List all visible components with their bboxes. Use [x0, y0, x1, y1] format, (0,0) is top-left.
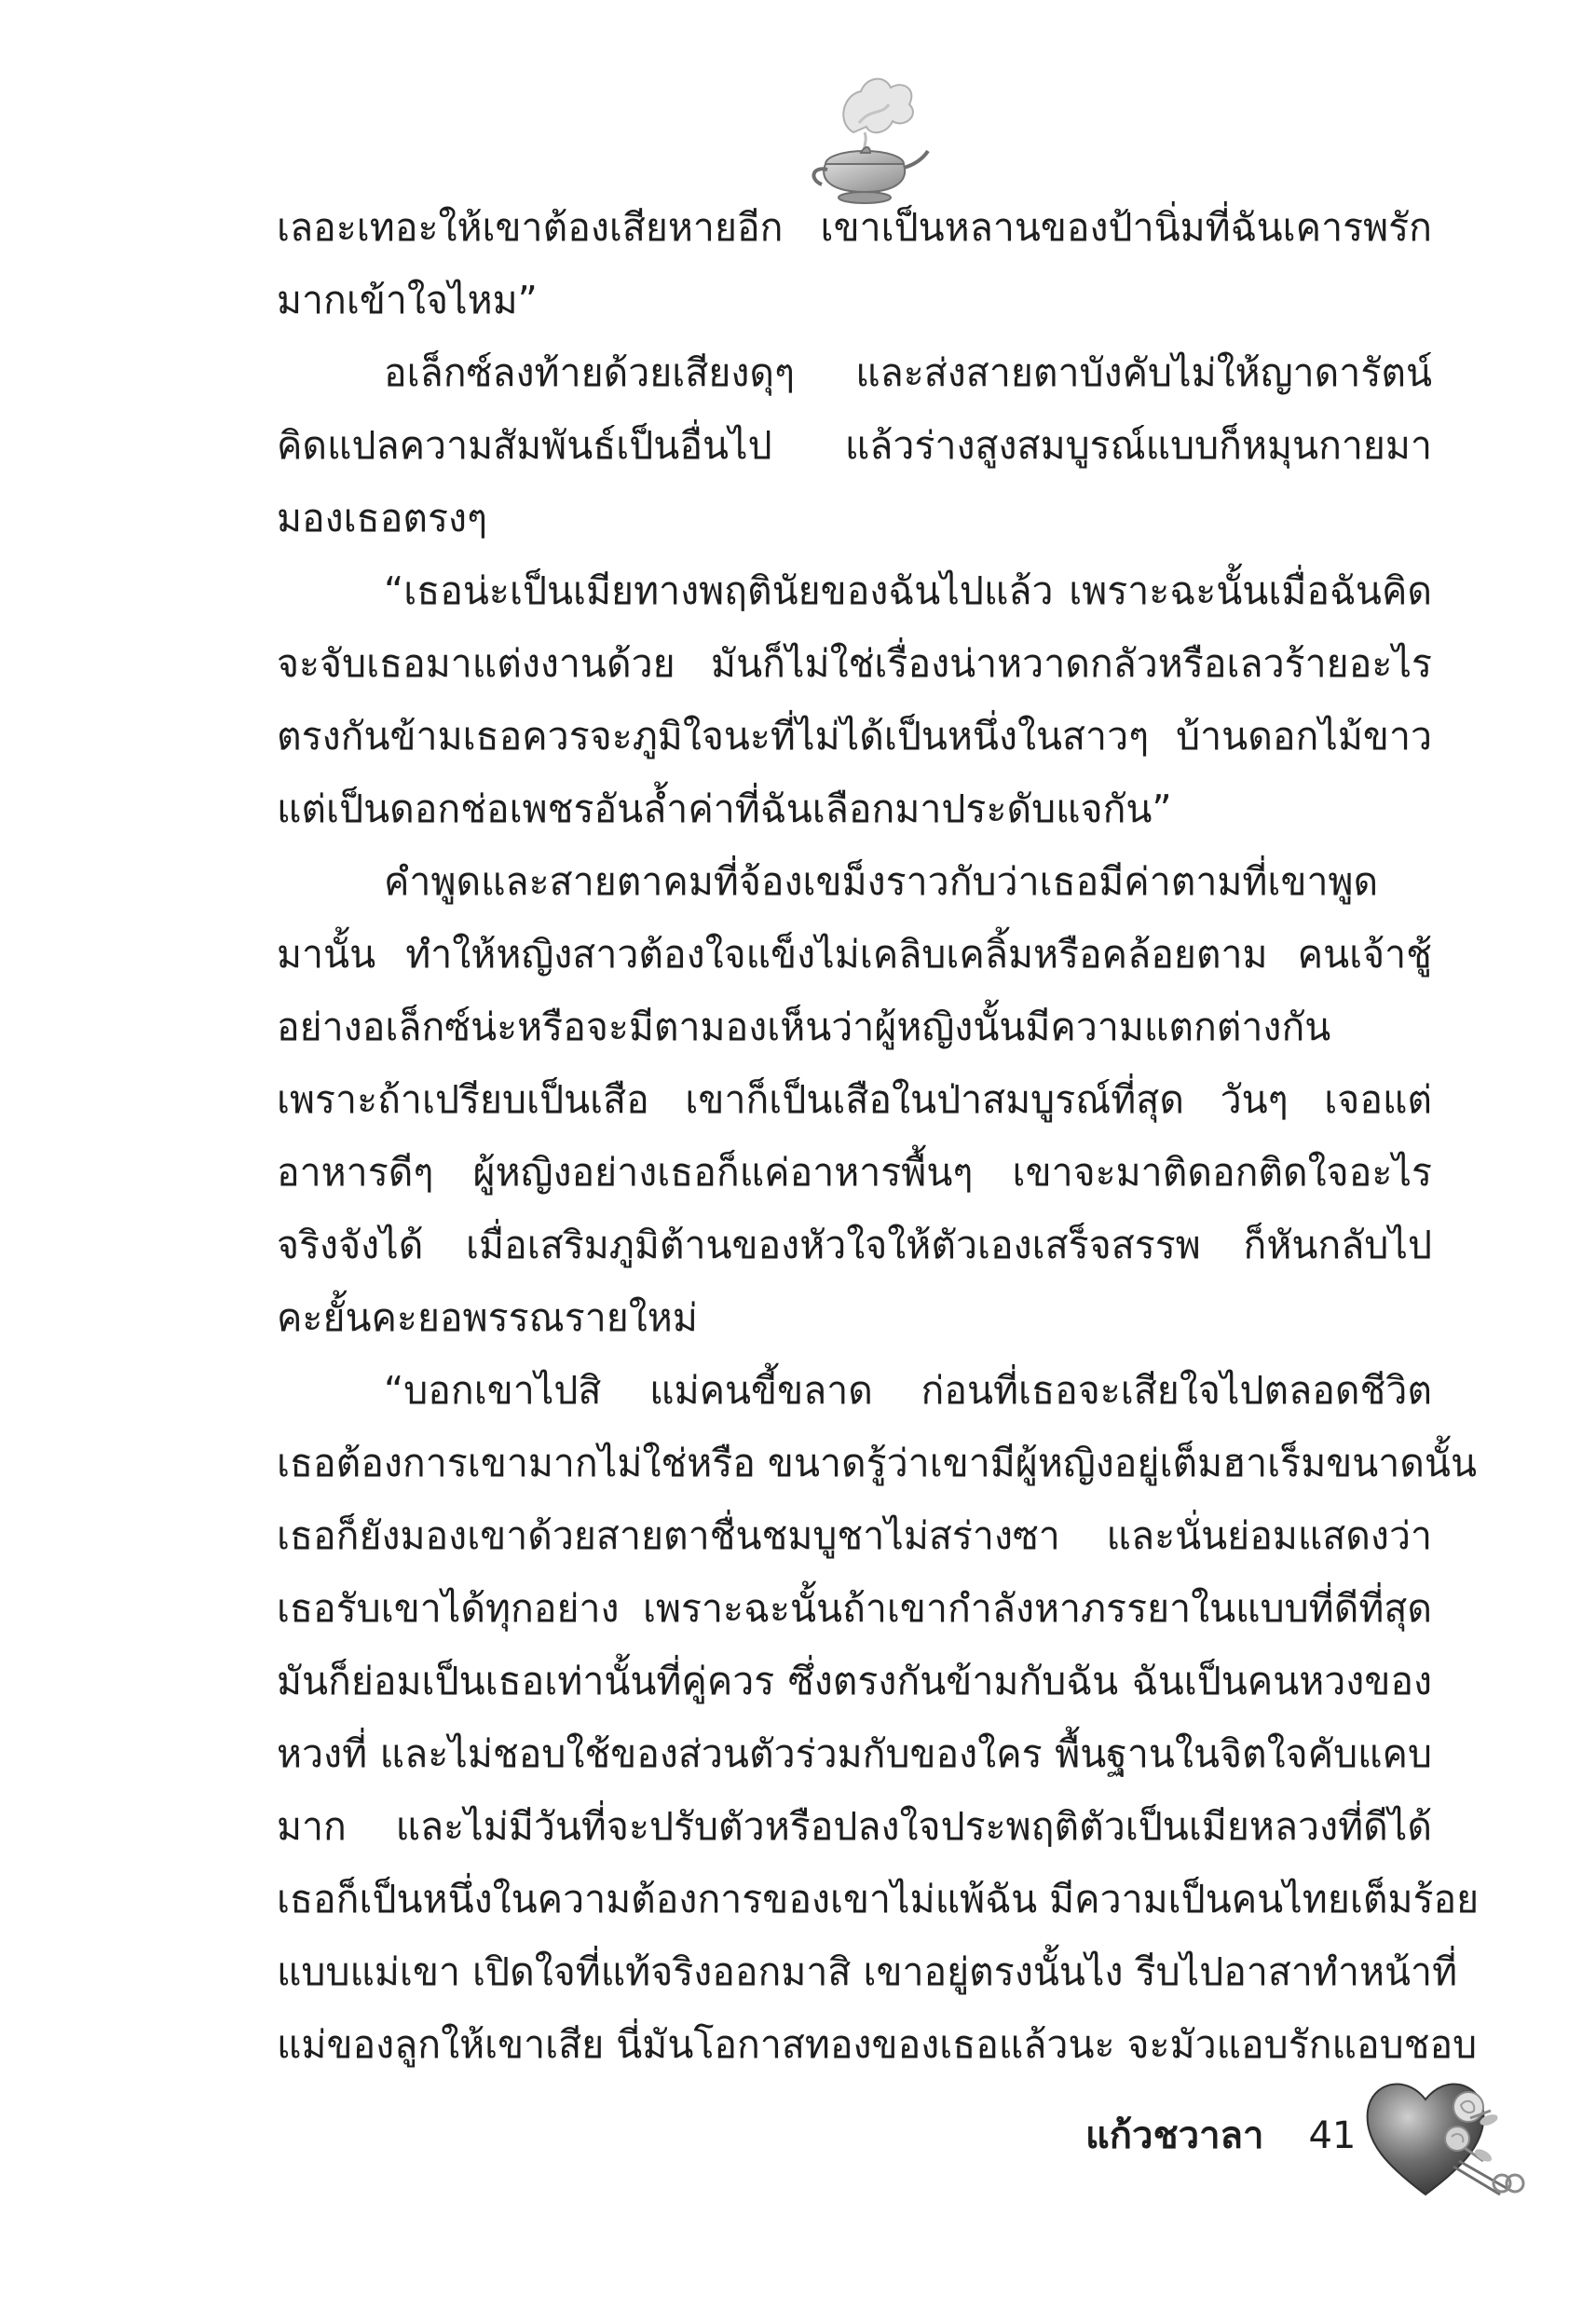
text-line: เธอรับเขาได้ทุกอย่าง เพราะฉะนั้นถ้าเขากำลังหาภรรยาในแบบที่ดีที่สุด: [277, 1586, 1432, 1631]
paragraph: [277, 554, 1432, 845]
text-line: อย่างอเล็กซ์น่ะหรือจะมีตามองเห็นว่าผู้หญิงนั้นมีความแตกต่างกัน: [277, 1005, 1331, 1049]
text-line: อเล็กซ์ลงท้ายด้วยเสียงดุๆ และส่งสายตาบังคับไม่ให้ญาดารัตน์: [384, 350, 1432, 395]
text-line: คำพูดและสายตาคมที่จ้องเขม็งราวกับว่าเธอมีค่าตามที่เขาพูด: [384, 859, 1379, 904]
text-line: จริงจังได้ เมื่อเสริมภูมิต้านของหัวใจให้ตัวเองเสร็จสรรพ ก็หันกลับไป: [277, 1223, 1432, 1267]
text-line: จะจับเธอมาแต่งงานด้วย มันก็ไม่ใช่เรื่องน่าหวาดกลัวหรือเลวร้ายอะไร: [277, 641, 1432, 686]
heart-roses-icon: [1360, 2064, 1528, 2204]
text-line: เลอะเทอะให้เขาต้องเสียหายอีก เขาเป็นหลานของป้านิ่มที่ฉันเคารพรัก: [277, 205, 1432, 250]
text-line: หวงที่ และไม่ชอบใช้ของส่วนตัวร่วมกับของใคร พื้นฐานในจิตใจคับแคบ: [277, 1731, 1432, 1776]
text-line: “เธอน่ะเป็นเมียทางพฤตินัยของฉันไปแล้ว เพราะฉะนั้นเมื่อฉันคิด: [384, 568, 1432, 613]
body-text: [277, 191, 1480, 2081]
page-number: 41: [1308, 2114, 1357, 2157]
text-line: แบบแม่เขา เปิดใจที่แท้จริงออกมาสิ เขาอยู่ตรงนั้นไง รีบไปอาสาทำหน้าที่: [277, 1949, 1458, 1994]
text-line: คิดแปลความสัมพันธ์เป็นอื่นไป แล้วร่างสูงสมบูรณ์แบบก็หมุนกายมา: [277, 423, 1432, 468]
text-line: “บอกเขาไปสิ แม่คนขี้ขลาด ก่อนที่เธอจะเสียใจไปตลอดชีวิต: [384, 1368, 1432, 1413]
paragraph: [277, 845, 1432, 1354]
text-line: ตรงกันข้ามเธอควรจะภูมิใจนะที่ไม่ได้เป็นหนึ่งในสาวๆ บ้านดอกไม้ขาว: [277, 714, 1432, 759]
book-title: แก้วชวาลา: [1085, 2114, 1264, 2157]
text-line: มันก็ย่อมเป็นเธอเท่านั้นที่คู่ควร ซึ่งตรงกันข้ามกับฉัน ฉันเป็นคนหวงของ: [277, 1659, 1432, 1703]
text-line: มองเธอตรงๆ: [277, 496, 488, 540]
text-line: แต่เป็นดอกช่อเพชรอันล้ำค่าที่ฉันเลือกมาประดับแจกัน”: [277, 786, 1172, 831]
text-line: เธอก็ยังมองเขาด้วยสายตาชื่นชมบูชาไม่สร่างซา และนั่นย่อมแสดงว่า: [277, 1513, 1432, 1558]
text-line: แม่ของลูกให้เขาเสีย นี่มันโอกาสทองของเธอแล้วนะ จะมัวแอบรักแอบชอบ: [277, 2022, 1478, 2067]
page-footer: [1085, 2108, 1356, 2164]
paragraph: [277, 1354, 1480, 2081]
text-line: มากเข้าใจไหม”: [277, 278, 538, 322]
magic-lamp-icon: [799, 67, 930, 207]
text-line: เพราะถ้าเปรียบเป็นเสือ เขาก็เป็นเสือในป่าสมบูรณ์ที่สุด วันๆ เจอแต่: [277, 1077, 1432, 1122]
text-line: อาหารดีๆ ผู้หญิงอย่างเธอก็แค่อาหารพื้นๆ เขาจะมาติดอกติดใจอะไร: [277, 1150, 1432, 1195]
paragraph: [277, 191, 1432, 336]
text-line: มานั้น ทำให้หญิงสาวต้องใจแข็งไม่เคลิบเคลิ้มหรือคล้อยตาม คนเจ้าชู้: [277, 932, 1432, 977]
text-line: มาก และไม่มีวันที่จะปรับตัวหรือปลงใจประพฤติตัวเป็นเมียหลวงที่ดีได้: [277, 1804, 1432, 1849]
text-line: เธอก็เป็นหนึ่งในความต้องการของเขาไม่แพ้ฉัน มีความเป็นคนไทยเต็มร้อย: [277, 1877, 1480, 1921]
text-line: เธอต้องการเขามากไม่ใช่หรือ ขนาดรู้ว่าเขามีผู้หญิงอยู่เต็มฮาเร็มขนาดนั้น: [277, 1441, 1477, 1485]
paragraph: [277, 336, 1432, 554]
text-line: คะยั้นคะยอพรรณรายใหม่: [277, 1295, 698, 1340]
